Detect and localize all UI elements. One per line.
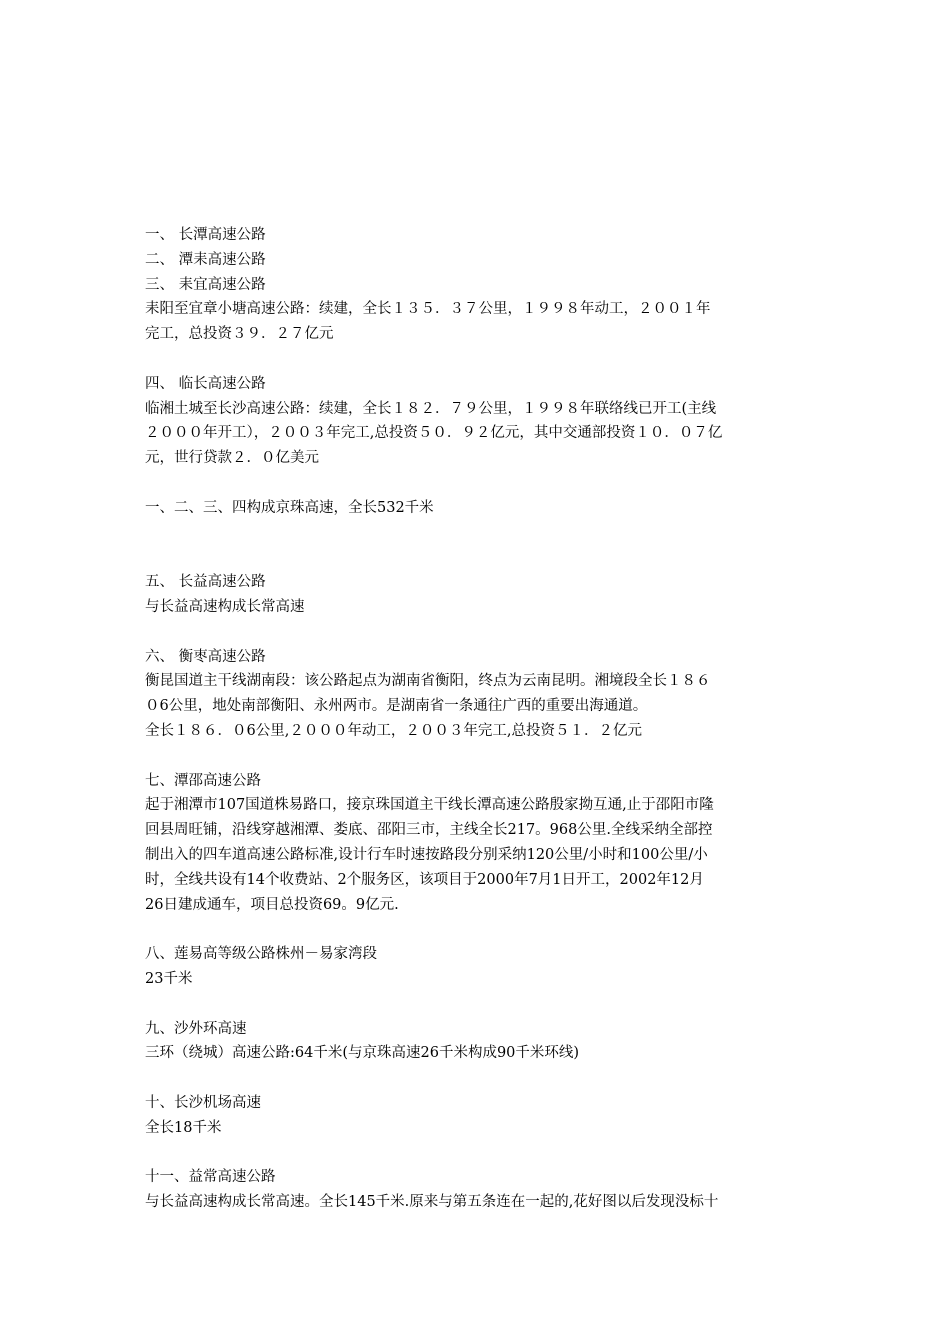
section-heading-8: 八、莲易高等级公路株州－易家湾段 [145, 946, 377, 963]
blank-line [145, 992, 810, 1017]
section-7-text-line-3: 制出入的四车道高速公路标准,设计行车时速按路段分别采纳120公里/小时和100公里/小 [145, 846, 708, 863]
document-body [145, 223, 810, 1215]
blank-line [145, 1140, 810, 1165]
section-heading-3: 三、 耒宜高速公路 [145, 276, 266, 293]
section-6-text-line-3: 全长１８６．０6公里,２０００年动工，２００３年完工,总投资５１．２亿元 [145, 722, 642, 739]
section-6-text-line-1: 衡昆国道主干线湖南段：该公路起点为湖南省衡阳，终点为云南昆明。湘境段全长１８６ [145, 673, 711, 690]
section-heading-2: 二、 潭耒高速公路 [145, 251, 266, 268]
section-heading-6: 六、 衡枣高速公路 [145, 648, 266, 665]
summary-line: 一、二、三、四构成京珠高速，全长532千米 [145, 499, 434, 516]
blank-line [145, 545, 810, 570]
blank-line [145, 917, 810, 942]
section-3-text-line-1: 耒阳至宜章小塘高速公路：续建，全长１３５．３７公里，１９９８年动工，２００１年 [145, 301, 711, 318]
blank-line [145, 744, 810, 769]
section-heading-11: 十一、益常高速公路 [145, 1169, 276, 1186]
section-7-text-line-2: 回县周旺铺，沿线穿越湘潭、娄底、邵阳三市，主线全长217。968公里.全线采纳全部控 [145, 822, 713, 839]
section-10-text-line-1: 全长18千米 [145, 1119, 222, 1136]
section-5-text-line-1: 与长益高速构成长常高速 [145, 598, 305, 615]
section-9-text-line-1: 三环（绕城）高速公路:64千米(与京珠高速26千米构成90千米环线) [145, 1045, 580, 1062]
blank-line [145, 620, 810, 645]
section-11-text-line-1: 与长益高速构成长常高速。全长145千米.原来与第五条连在一起的,花好图以后发现没标十 [145, 1194, 719, 1211]
section-heading-9: 九、沙外环高速 [145, 1020, 247, 1037]
section-4-text-line-2: ２０００年开工），２００３年完工,总投资５０．９２亿元，其中交通部投资１０．０７亿 [145, 425, 723, 442]
section-heading-7: 七、潭邵高速公路 [145, 772, 261, 789]
section-6-text-line-2: ０6公里，地处南部衡阳、永州两市。是湖南省一条通往广西的重要出海通道。 [145, 698, 648, 715]
blank-line [145, 521, 810, 546]
section-8-text-line-1: 23千米 [145, 970, 193, 987]
section-7-text-line-5: 26日建成通车，项目总投资69。9亿元. [145, 896, 399, 913]
section-heading-4: 四、 临长高速公路 [145, 375, 266, 392]
section-4-text-line-3: 元，世行贷款２．０亿美元 [145, 450, 319, 467]
section-3-text-line-2: 完工，总投资３９．２７亿元 [145, 326, 334, 343]
section-7-text-line-1: 起于湘潭市107国道株易路口，接京珠国道主干线长潭高速公路殷家拗互通,止于邵阳市隆 [145, 797, 714, 814]
blank-line [145, 471, 810, 496]
section-7-text-line-4: 时，全线共设有14个收费站、2个服务区，该项目于2000年7月1日开工，2002年12月 [145, 871, 704, 888]
section-heading-1: 一、 长潭高速公路 [145, 227, 266, 243]
blank-line [145, 347, 810, 372]
section-4-text-line-1: 临湘土城至长沙高速公路：续建，全长１８２．７９公里，１９９８年联络线已开工(主线 [145, 400, 717, 417]
section-heading-5: 五、 长益高速公路 [145, 574, 266, 591]
section-heading-10: 十、长沙机场高速 [145, 1094, 261, 1111]
blank-line [145, 1066, 810, 1091]
